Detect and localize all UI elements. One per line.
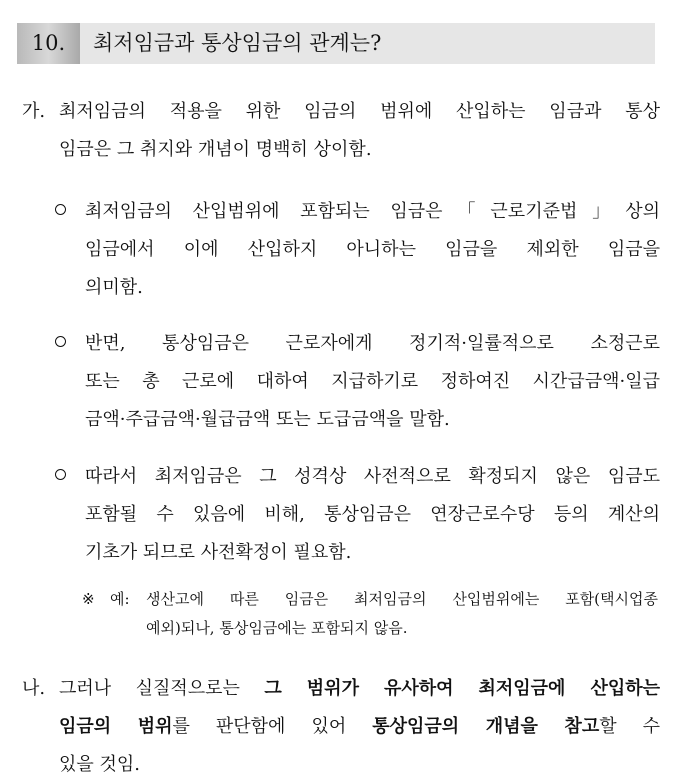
bullet-2-line-2: 또는 총 근로에 대하여 지급하기로 정하여진 시간급금액·일급: [85, 371, 660, 392]
paragraph-ga: [22, 93, 660, 169]
bullet-3-line-2: 포함될 수 있음에 비해, 통상임금은 연장근로수당 등의 계산의: [85, 504, 660, 525]
bullet-item-1: [55, 193, 660, 307]
na-line-2-text-2: 할 수: [599, 716, 660, 737]
bullet-1-line-3: 의미함.: [85, 277, 143, 298]
bullet-1-line-2: 임금에서 이에 산입하지 아니하는 임금을 제외한 임금을: [85, 239, 660, 260]
note-line-1: 생산고에 따른 임금은 최저임금의 산입범위에는 포함(택시업종: [146, 590, 658, 608]
bullet-2-line-3: 금액·주급금액·월급금액 또는 도급금액을 말함.: [85, 409, 450, 430]
paragraph-ga-line-1: 최저임금의 적용을 위한 임금의 범위에 산입하는 임금과 통상: [59, 101, 660, 122]
bullet-3-line-3: 기초가 되므로 사전확정이 필요함.: [85, 542, 352, 563]
bullet-circle-icon: [55, 325, 66, 363]
bullet-2-line-1: 반면, 통상임금은 근로자에게 정기적·일률적으로 소정근로: [85, 333, 660, 354]
bullet-1-line-1: 최저임금의 산입범위에 포함되는 임금은「근로기준법」상의: [85, 201, 660, 222]
note-marker: ※: [82, 590, 95, 608]
bullet-circle-icon: [55, 458, 66, 496]
na-line-2-bold-1: 임금의 범위: [59, 716, 173, 737]
section-number: 10.: [17, 23, 80, 64]
paragraph-na-marker: 나.: [22, 678, 46, 699]
na-line-2-bold-2: 통상임금의 개념을 참고: [372, 716, 600, 737]
paragraph-na-line-2: [59, 708, 660, 746]
na-line-2-text-1: 를 판단함에 있어: [172, 716, 373, 737]
paragraph-na: [22, 670, 660, 784]
section-header: [17, 23, 655, 64]
note-line-2: 예외)되나, 통상임금에는 포함되지 않음.: [146, 619, 408, 637]
paragraph-na-line-3: 있을 것임.: [59, 754, 140, 775]
bullet-3-line-1: 따라서 최저임금은 그 성격상 사전적으로 확정되지 않은 임금도: [85, 466, 660, 487]
note-label: 예:: [110, 590, 130, 608]
example-note: [82, 585, 658, 643]
bullet-circle-icon: [55, 193, 66, 231]
paragraph-ga-line-2: 임금은 그 취지와 개념이 명백히 상이함.: [59, 139, 372, 160]
bullet-item-3: [55, 458, 660, 572]
bullet-item-2: [55, 325, 660, 439]
na-line-1-bold: 그 범위가 유사하여 최저임금에 산입하는: [264, 678, 660, 699]
na-line-1-text: 그러나 실질적으로는: [59, 678, 265, 699]
paragraph-ga-marker: 가.: [22, 101, 46, 122]
section-title: 최저임금과 통상임금의 관계는?: [93, 31, 382, 55]
paragraph-na-line-1: [59, 670, 660, 708]
